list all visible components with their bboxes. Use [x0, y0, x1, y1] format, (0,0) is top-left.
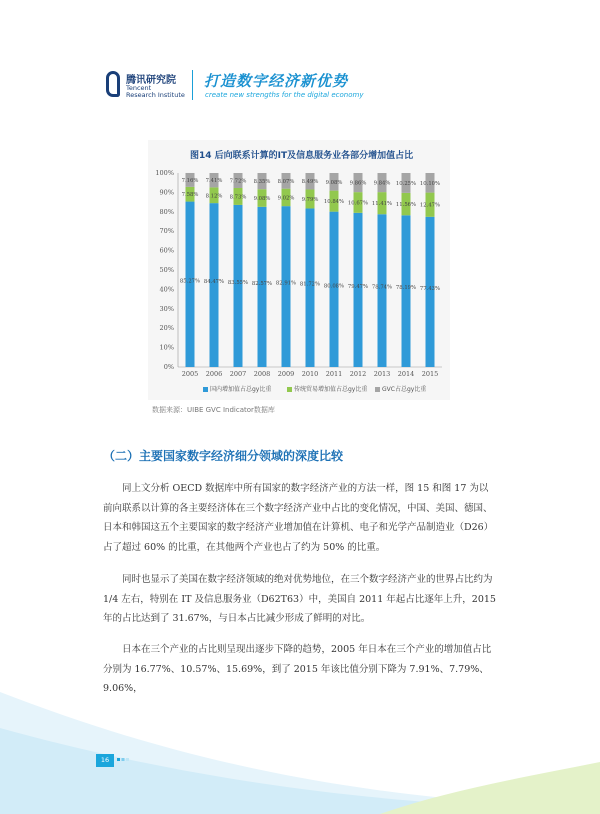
data-label: 7.58% — [181, 192, 199, 199]
data-label: 10.67% — [347, 200, 369, 207]
data-label: 8.49% — [301, 179, 319, 186]
y-tick-label: 10% — [159, 343, 174, 352]
y-tick-label: 70% — [159, 227, 174, 236]
y-tick-label: 20% — [159, 324, 174, 333]
legend-swatch-gvc — [375, 387, 380, 392]
data-label: 11.56% — [395, 202, 417, 209]
x-tick-label: 2015 — [421, 370, 439, 378]
logo-english-line1: Tencent — [126, 84, 152, 92]
legend-item-gvc — [375, 384, 426, 393]
data-label: 11.41% — [371, 201, 393, 208]
y-tick-label: 90% — [159, 188, 174, 197]
section-heading: （二）主要国家数字经济细分领域的深度比较 — [103, 449, 344, 463]
figure-title: 图14 后向联系计算的IT及信息服务业各部分增加值占比 — [190, 151, 414, 161]
data-label: 84.47% — [203, 279, 225, 286]
x-tick-label: 2008 — [253, 370, 271, 378]
x-tick-label: 2011 — [325, 370, 343, 378]
slogan-english: create new strengths for the digital economy — [205, 91, 364, 99]
y-tick-label: 60% — [159, 246, 174, 255]
data-label: 10.25% — [395, 180, 417, 187]
data-label: 10.84% — [323, 199, 345, 206]
x-tick-label: 2012 — [349, 370, 367, 378]
figure-source: 数据来源：UIBE GVC Indicator数据库 — [152, 406, 275, 414]
data-label: 9.84% — [373, 180, 391, 187]
data-label: 80.08% — [323, 283, 345, 290]
data-label: 8.12% — [205, 193, 223, 200]
page-number-dots — [117, 758, 129, 762]
data-label: 78.74% — [371, 284, 393, 291]
slogan-chinese: 打造数字经济新优势 — [204, 72, 349, 90]
data-label: 10.10% — [419, 180, 441, 187]
x-tick-label: 2006 — [205, 370, 223, 378]
data-label: 82.57% — [251, 280, 273, 287]
data-label: 85.27% — [179, 278, 201, 285]
data-label: 9.08% — [253, 196, 271, 203]
data-label: 9.86% — [349, 180, 367, 187]
data-label: 9.08% — [325, 179, 343, 186]
data-label: 77.43% — [419, 285, 441, 292]
body-paragraph-3: 日本在三个产业的占比则呈现出逐步下降的趋势，2005 年日本在三个产业的增加值占比分别为 16.77%、10.57%、15.69%，到了 2015 年该比值分别下降为 7.91%、7.79%、9.06%， — [103, 644, 492, 694]
data-label: 12.47% — [419, 202, 441, 209]
data-label: 78.19% — [395, 285, 417, 292]
legend-swatch-domestic — [203, 387, 208, 392]
y-tick-label: 50% — [159, 266, 174, 274]
x-tick-label: 2007 — [229, 370, 247, 378]
y-tick-label: 40% — [159, 285, 174, 294]
body-paragraph-2: 同时也显示了美国在数字经济领域的绝对优势地位，在三个数字经济产业的世界占比约为 1/4 左右，特别在 IT 及信息服务业（D62T63）中，美国自 2011 年起占比逐年上升，2015 年的占比达到了 31.67%，与日本占比减少形成了鲜明的对比。 — [103, 574, 496, 624]
x-tick-label: 2014 — [397, 370, 415, 378]
legend-label-domestic: 国内增加值占总gy比重 — [210, 386, 272, 393]
logo-chinese-name: 腾讯研究院 — [126, 75, 176, 86]
body-paragraph-1: 同上文分析 OECD 数据库中所有国家的数字经济产业的方法一样，图 15 和图 17 为以前向联系以计算的各主要经济体在三个数字经济产业中占比的变化情况，中国、美国、德国、日本和韩国这五个主要国家的数字经济产业增加值在计算机、电子和光学产品制造业（D26）占了超过 60% 的比重，在其他两个产业也占了约为 50% 的比重。 — [103, 483, 494, 553]
decorative-wave — [0, 640, 600, 814]
y-tick-label: 30% — [159, 304, 174, 313]
data-label: 7.16% — [181, 177, 199, 184]
data-label: 82.91% — [275, 280, 297, 287]
stacked-bar-chart — [148, 160, 450, 384]
y-tick-label: 0% — [163, 363, 174, 371]
legend-label-traditional-trade: 传统贸易增加值占总gy比重 — [294, 386, 368, 393]
tencent-logo — [106, 70, 186, 104]
data-label: 81.72% — [299, 281, 321, 288]
header-divider — [192, 70, 193, 100]
legend-item-domestic — [203, 384, 271, 393]
tencent-logo-icon — [106, 71, 120, 97]
data-label: 9.79% — [301, 196, 319, 203]
data-label: 83.55% — [227, 279, 249, 286]
data-label: 7.72% — [229, 178, 247, 185]
data-label: 7.41% — [205, 178, 223, 185]
y-tick-label: 100% — [155, 169, 174, 177]
x-tick-label: 2013 — [373, 370, 391, 378]
data-label: 8.73% — [229, 194, 247, 201]
x-tick-label: 2005 — [181, 370, 199, 378]
data-label: 9.02% — [277, 195, 295, 202]
data-label: 8.07% — [277, 178, 295, 185]
page-number: 16 — [96, 754, 114, 767]
y-tick-label: 80% — [159, 207, 174, 216]
logo-english-line2: Research Institute — [126, 91, 185, 99]
legend-swatch-traditional-trade — [287, 387, 292, 392]
data-label: 79.47% — [347, 283, 369, 290]
legend-label-gvc: GVC占总gy比重 — [382, 386, 427, 393]
data-label: 8.35% — [253, 179, 271, 186]
x-tick-label: 2009 — [277, 370, 295, 378]
legend-item-traditional-trade — [287, 384, 367, 393]
x-tick-label: 2010 — [301, 370, 319, 378]
